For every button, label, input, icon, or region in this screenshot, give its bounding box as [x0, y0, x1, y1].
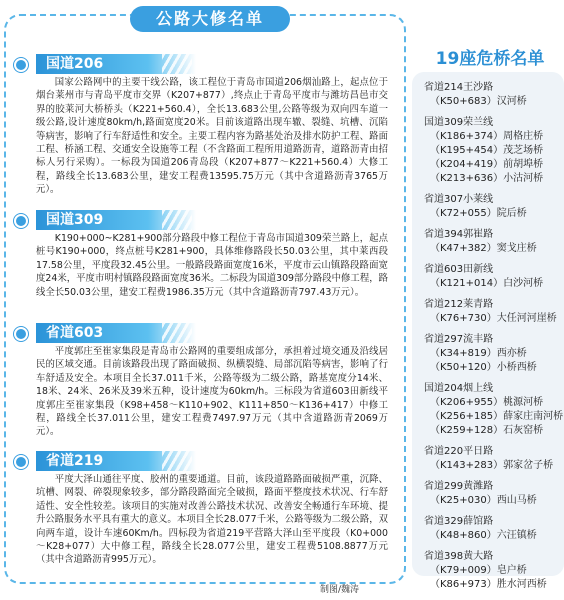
section-text: K190+000~K281+900部分路段中修工程位于青岛市国道309荣兰路上，起点桩号K190+000，终点桩号K281+900，具体维修路段长50.03公里，其中莱西段17.58公里，平度段32.45公里。一般路段路面宽度16米，平度市云山镇路段路面宽度24米，平度市明村镇路段路面宽度36米。二标段为国道309部分路段中修工程，路线全长50.03公里，建安工程费1986.35万元（其中含道路沥青797.43万元）。: [36, 233, 388, 298]
route-group: [412, 445, 564, 473]
bridge-item: （K86+973）胜水河西桥: [430, 579, 547, 590]
side-title: 19座危桥名单: [435, 49, 545, 69]
section-marker: [14, 58, 28, 72]
bridge-item: （K204+419）前胡埠桥: [430, 159, 544, 170]
bridge-item: （K34+819）西亦桥: [430, 348, 527, 359]
bridge-item: （K50+120）小桥西桥: [430, 362, 537, 373]
section-text: 平度大泽山通往平度、胶州的重要通道。目前，该段道路路面破损严重，沉降、坑槽、网裂、碎裂现象较多，部分路段路面完全破损，路面平整度技术状况、行车舒适性、安全性较差。该项目的实施对改善公路技术状况、改善安全畅通行车环境、提升公路服务水平具有重大的意义。本项目全长28.077千米，公路等级为二级公路，双向两车道，设计车速60Km/h。四标段为省道219平营路大泽山至平度段（K0+000～K28+077）大中修工程，路线全长28.077公里，建安工程费5108.8877万元（其中含道路沥青995万元）。: [36, 474, 388, 566]
route-name: 省道220平日路: [424, 446, 494, 457]
route-name: 省道394郭崔路: [424, 229, 494, 240]
bridge-item: （K195+454）茂芝场桥: [430, 145, 544, 156]
route-name: 国道309荣兰线: [424, 117, 494, 128]
section-heading-label: 省道603: [46, 325, 104, 341]
route-group: [412, 228, 564, 256]
route-group: [412, 333, 564, 375]
route-group: [412, 263, 564, 291]
route-name: 省道299黄潍路: [424, 481, 494, 492]
section-heading-label: 省道219: [46, 453, 104, 469]
route-group: [412, 480, 564, 508]
route-group: [412, 298, 564, 326]
section-heading: [36, 210, 196, 230]
section-text: 平度郭庄至崔家集段是青岛市公路网的重要组成部分，承担着过境交通及沿线居民的区域交通。目前该路段出现了路面破损、纵横裂缝、局部沉陷等病害，影响了行车舒适及安全。本项目全长37.011千米，公路等级为二级公路，路基宽度分14米、18米、24米、26米及39米五种，设计速度为60km/h。三标段为省道603田新线平度郭庄至崔家集段（K98+458～K110+902、K111+850～K136+417）中修工程，路线全长37.011公里，建安工程费7497.97万元（其中含道路沥青2069万元）。: [36, 346, 388, 438]
route-group: [412, 382, 564, 438]
stripe-decoration: [162, 451, 192, 471]
bridge-item: （K25+030）西山马桥: [430, 495, 537, 506]
section-heading: [36, 54, 196, 74]
route-group: [412, 193, 564, 221]
route-name: 国道204烟上线: [424, 383, 494, 394]
section-marker: [14, 455, 28, 469]
bridge-item: （K213+636）小沽河桥: [430, 173, 544, 184]
section-marker: [14, 327, 28, 341]
page-title: 公路大修名单: [130, 6, 290, 32]
section-marker: [14, 214, 28, 228]
bridge-item: （K186+374）周格庄桥: [430, 131, 544, 142]
stripe-decoration: [162, 54, 192, 74]
stripe-decoration: [162, 323, 192, 343]
route-list: [412, 72, 564, 592]
bridge-item: （K47+382）窦戈庄桥: [430, 243, 537, 254]
section-heading: [36, 323, 196, 343]
bridge-list: [412, 72, 564, 590]
bridge-item: （K48+860）六汪镇桥: [430, 530, 537, 541]
bridge-item: （K259+128）石灰窑桥: [430, 425, 544, 436]
route-name: 省道603田新线: [424, 264, 494, 275]
route-name: 省道297流丰路: [424, 334, 494, 345]
route-group: [412, 81, 564, 109]
section-heading-label: 国道206: [46, 56, 104, 72]
route-group: [412, 116, 564, 186]
bridge-item: （K50+683）汉河桥: [430, 96, 527, 107]
route-name: 省道307小莱线: [424, 194, 494, 205]
route-name: 省道398黄大路: [424, 551, 494, 562]
bridge-item: （K121+014）白沙河桥: [430, 278, 544, 289]
section-heading: [36, 451, 196, 471]
bridge-item: （K206+955）桃源河桥: [430, 397, 544, 408]
route-group: [412, 550, 564, 592]
bridge-item: （K143+283）郭家岔子桥: [430, 460, 554, 471]
stripe-decoration: [162, 210, 192, 230]
bridge-item: （K256+185）薛家庄南河桥: [430, 411, 564, 422]
route-name: 省道212莱青路: [424, 299, 494, 310]
bridge-item: （K76+730）大任河河崖桥: [430, 313, 557, 324]
bridge-item: （K79+009）皂户桥: [430, 565, 527, 576]
bridge-item: （K72+055）院后桥: [430, 208, 527, 219]
route-name: 省道214王沙路: [424, 82, 494, 93]
credit: 制图/魏涛: [320, 585, 360, 595]
route-name: 省道329薛馆路: [424, 516, 494, 527]
route-group: [412, 515, 564, 543]
section-text: 国家公路网中的主要干线公路，该工程位于青岛市国道206烟汕路上，起点位于烟台莱州市与青岛平度市交界（K207+877）,终点止于青岛平度市与潍坊昌邑市交界的胶莱河大桥桥头（K221+560.4），全长13.683公里,公路等级为双向四车道一级公路,设计速度80km/h,路面宽度20米。目前该道路出现车辙、裂缝、坑槽、沉陷等病害，影响了行车舒适性和安全。主要工程内容为路基处治及排水防护工程、路面工程、桥涵工程、交通安全设施等工程（不含路面工程所用道路沥青，道路沥青由招标人另行采购）。一标段为国道206青岛段（K207+877～K221+560.4）大修工程，路线全长13.683公里，建安工程费13595.75万元（其中含道路沥青3765万元）。: [36, 77, 388, 196]
section-heading-label: 国道309: [46, 212, 104, 228]
